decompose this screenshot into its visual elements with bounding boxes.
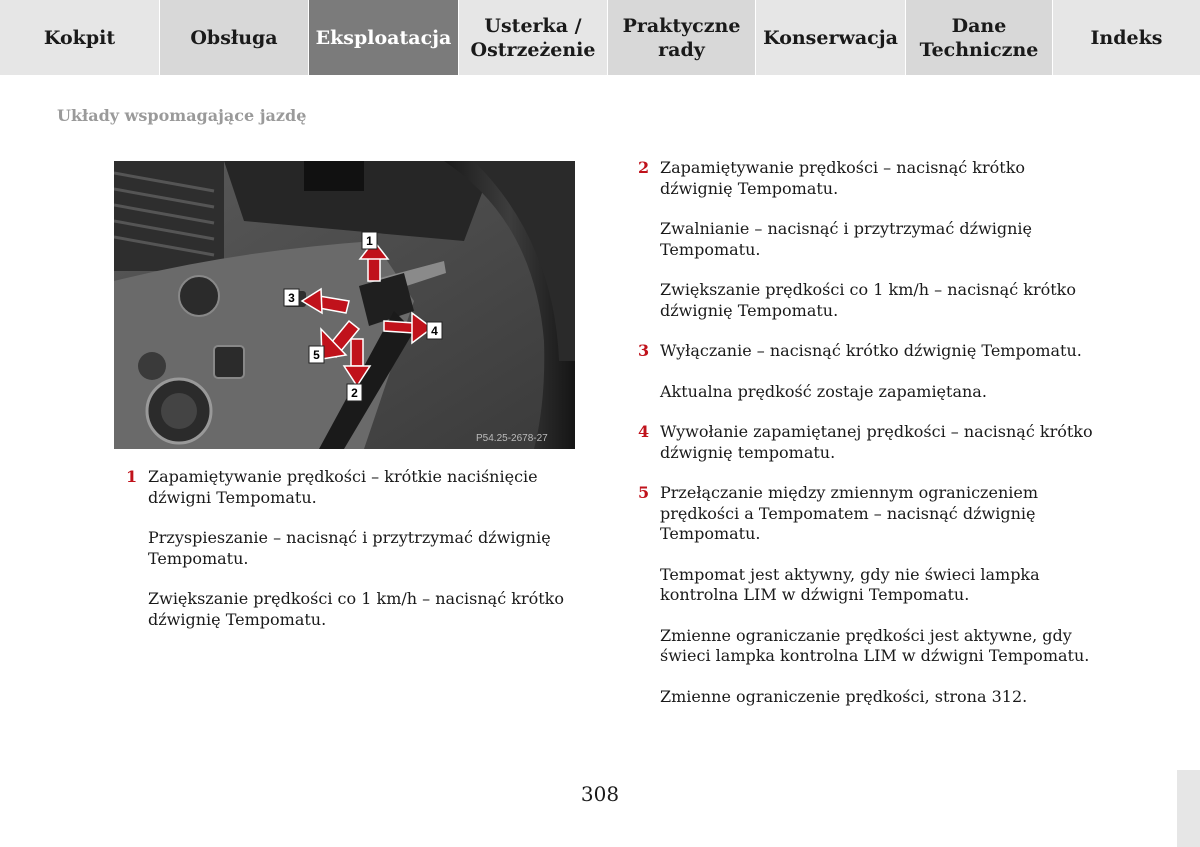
step-body <box>660 422 1098 463</box>
step-body <box>660 341 1098 402</box>
callout-4: 4 <box>431 324 438 338</box>
callout-5: 5 <box>313 348 320 362</box>
tab-label: Praktyczne rady <box>622 14 741 61</box>
figure-code: P54.25-2678-27 <box>476 433 548 444</box>
tab-usterka-ostrzezenie[interactable] <box>459 0 608 75</box>
step-number: 2 <box>638 158 650 177</box>
step-1 <box>126 467 581 630</box>
step-paragraph: Zwiększanie prędkości co 1 km/h – nacisnąć krótko dźwignię Tempomatu. <box>148 589 564 629</box>
step-paragraph: Zmienne ograniczanie prędkości jest aktywne, gdy świeci lampka kontrolna LIM w dźwigni Tempomatu. <box>660 625 1090 665</box>
step-number: 5 <box>638 483 650 502</box>
step-paragraph: Zmienne ograniczenie prędkości, strona 312. <box>660 686 1028 706</box>
step-paragraph: Tempomat jest aktywny, gdy nie świeci lampka kontrolna LIM w dźwigni Tempomatu. <box>660 564 1040 604</box>
step-5 <box>638 483 1098 707</box>
tab-obsluga[interactable]: Obsługa <box>160 0 309 75</box>
page-corner-marker <box>1177 770 1200 847</box>
step-2 <box>638 158 1098 321</box>
step-paragraph: Wyłączanie – nacisnąć krótko dźwignię Tempomatu. <box>660 341 1082 360</box>
step-paragraph: Wywołanie zapamiętanej prędkości – nacisnąć krótko dźwignię tempomatu. <box>660 422 1093 462</box>
step-paragraph: Zapamiętywanie prędkości – nacisnąć krótko dźwignię Tempomatu. <box>660 158 1026 198</box>
step-4 <box>638 422 1098 463</box>
left-steps <box>126 467 581 650</box>
step-3 <box>638 341 1098 402</box>
page-number: 308 <box>580 782 620 806</box>
tab-kokpit[interactable]: Kokpit <box>0 0 160 75</box>
callout-3: 3 <box>288 291 295 305</box>
callout-2: 2 <box>351 386 358 400</box>
step-paragraph: Przełączanie między zmiennym ograniczeniem prędkości a Tempomatem – nacisnąć dźwignię Tempomatu. <box>660 483 1038 543</box>
chapter-tabs <box>0 0 1200 75</box>
tab-eksploatacja[interactable]: Eksploatacja <box>309 0 459 75</box>
cruise-control-figure <box>114 161 575 449</box>
step-paragraph: Aktualna prędkość zostaje zapamiętana. <box>660 381 987 401</box>
tab-indeks[interactable]: Indeks <box>1053 0 1200 75</box>
callout-1: 1 <box>366 234 373 248</box>
step-number: 4 <box>638 422 650 441</box>
tab-label: Usterka / Ostrzeżenie <box>470 14 596 61</box>
step-body <box>148 467 581 630</box>
step-paragraph: Zwalnianie – nacisnąć i przytrzymać dźwignię Tempomatu. <box>660 219 1032 259</box>
step-paragraph: Zapamiętywanie prędkości – krótkie naciśnięcie dźwigni Tempomatu. <box>148 467 538 507</box>
step-body <box>660 158 1098 321</box>
tab-konserwacja[interactable]: Konserwacja <box>756 0 906 75</box>
section-title: Układy wspomagające jazdę <box>57 106 307 125</box>
step-body <box>660 483 1098 707</box>
step-number: 1 <box>126 467 138 486</box>
step-paragraph: Zwiększanie prędkości co 1 km/h – nacisnąć krótko dźwignię Tempomatu. <box>660 280 1076 320</box>
tab-label: Dane Techniczne <box>919 14 1039 61</box>
step-paragraph: Przyspieszanie – nacisnąć i przytrzymać dźwignię Tempomatu. <box>148 528 551 568</box>
tab-dane-techniczne[interactable] <box>906 0 1053 75</box>
right-steps <box>638 158 1098 727</box>
cruise-control-illustration <box>114 161 575 449</box>
tab-praktyczne-rady[interactable] <box>608 0 756 75</box>
step-number: 3 <box>638 341 650 360</box>
